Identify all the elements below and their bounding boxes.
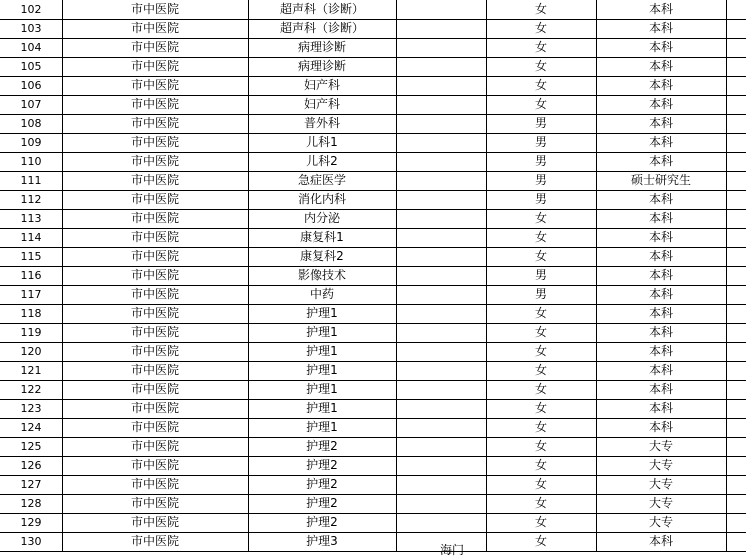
table-row — [0, 399, 746, 418]
table-row — [0, 532, 746, 551]
table-row — [0, 133, 746, 152]
department-cell[interactable]: 护理1 — [306, 306, 338, 320]
education-cell[interactable]: 本科 — [648, 40, 673, 54]
hospital-cell[interactable]: 市中医院 — [130, 363, 179, 377]
gender-cell[interactable]: 女 — [534, 249, 547, 263]
row-number-cell[interactable]: 110 — [20, 155, 42, 168]
hospital-cell[interactable]: 市中医院 — [130, 344, 179, 358]
education-cell[interactable]: 本科 — [648, 382, 673, 396]
column-border — [486, 0, 487, 552]
education-cell[interactable]: 本科 — [648, 135, 673, 149]
column-border — [248, 0, 249, 552]
department-cell[interactable]: 护理1 — [306, 325, 338, 339]
hospital-cell[interactable]: 市中医院 — [130, 458, 179, 472]
table-row — [0, 19, 746, 38]
department-cell[interactable]: 康复科1 — [300, 230, 344, 244]
row-number-cell[interactable]: 121 — [20, 364, 42, 377]
hospital-cell[interactable]: 市中医院 — [130, 192, 179, 206]
department-cell[interactable]: 病理诊断 — [297, 40, 346, 54]
row-number-cell[interactable]: 117 — [20, 288, 42, 301]
hospital-cell[interactable]: 市中医院 — [130, 287, 179, 301]
table-row — [0, 456, 746, 475]
hospital-cell[interactable]: 市中医院 — [130, 249, 179, 263]
row-number-cell[interactable]: 130 — [20, 535, 42, 548]
department-cell[interactable]: 病理诊断 — [297, 59, 346, 73]
education-cell[interactable]: 大专 — [648, 477, 673, 491]
department-cell[interactable]: 护理2 — [306, 496, 338, 510]
row-number-cell[interactable]: 128 — [20, 497, 42, 510]
table-row — [0, 342, 746, 361]
table-row — [0, 171, 746, 190]
row-border — [0, 152, 746, 153]
table-row — [0, 95, 746, 114]
row-number-cell[interactable]: 105 — [20, 60, 42, 73]
hospital-cell[interactable]: 市中医院 — [130, 173, 179, 187]
gender-cell[interactable]: 女 — [534, 211, 547, 225]
education-cell[interactable]: 大专 — [648, 458, 673, 472]
row-number-cell[interactable]: 113 — [20, 212, 42, 225]
row-border — [0, 38, 746, 39]
table-row — [0, 38, 746, 57]
row-number-cell[interactable]: 111 — [20, 174, 42, 187]
table-row — [0, 0, 746, 19]
row-number-cell[interactable]: 112 — [20, 193, 42, 206]
table-row — [0, 437, 746, 456]
row-border — [0, 380, 746, 381]
row-number-cell[interactable]: 124 — [20, 421, 42, 434]
gender-cell[interactable]: 男 — [534, 287, 547, 301]
row-border — [0, 418, 746, 419]
hospital-cell[interactable]: 市中医院 — [130, 325, 179, 339]
gender-cell[interactable]: 女 — [534, 59, 547, 73]
row-border — [0, 323, 746, 324]
gender-cell[interactable]: 女 — [534, 534, 547, 548]
hospital-cell[interactable]: 市中医院 — [130, 382, 179, 396]
row-border — [0, 532, 746, 533]
gender-cell[interactable]: 女 — [534, 439, 547, 453]
table-row — [0, 475, 746, 494]
row-border — [0, 513, 746, 514]
table-row — [0, 285, 746, 304]
department-cell[interactable]: 急症医学 — [297, 173, 346, 187]
department-cell[interactable]: 妇产科 — [303, 78, 340, 92]
hospital-cell[interactable]: 市中医院 — [130, 439, 179, 453]
row-number-cell[interactable]: 122 — [20, 383, 42, 396]
education-cell[interactable]: 本科 — [648, 154, 673, 168]
hospital-cell[interactable]: 市中医院 — [130, 135, 179, 149]
education-cell[interactable]: 本科 — [648, 211, 673, 225]
row-border — [0, 551, 746, 552]
education-cell[interactable]: 本科 — [648, 230, 673, 244]
department-cell[interactable]: 护理1 — [306, 382, 338, 396]
table-row — [0, 494, 746, 513]
gender-cell[interactable]: 女 — [534, 78, 547, 92]
table-row — [0, 323, 746, 342]
department-cell[interactable]: 儿科1 — [306, 135, 338, 149]
gender-cell[interactable]: 女 — [534, 2, 547, 16]
gender-cell[interactable]: 女 — [534, 382, 547, 396]
table-row — [0, 380, 746, 399]
hospital-cell[interactable]: 市中医院 — [130, 211, 179, 225]
department-cell[interactable]: 普外科 — [303, 116, 340, 130]
row-border — [0, 95, 746, 96]
gender-cell[interactable]: 女 — [534, 306, 547, 320]
department-cell[interactable]: 妇产科 — [303, 97, 340, 111]
department-cell[interactable]: 护理2 — [306, 439, 338, 453]
department-cell[interactable]: 护理1 — [306, 363, 338, 377]
department-cell[interactable]: 康复科2 — [300, 249, 344, 263]
row-number-cell[interactable]: 126 — [20, 459, 42, 472]
hospital-cell[interactable]: 市中医院 — [130, 534, 179, 548]
department-cell[interactable]: 护理1 — [306, 344, 338, 358]
education-cell[interactable]: 大专 — [648, 496, 673, 510]
hospital-cell[interactable]: 市中医院 — [130, 515, 179, 529]
department-cell[interactable]: 消化内科 — [297, 192, 346, 206]
row-number-cell[interactable]: 109 — [20, 136, 42, 149]
row-number-cell[interactable]: 120 — [20, 345, 42, 358]
education-cell[interactable]: 本科 — [648, 344, 673, 358]
hospital-cell[interactable]: 市中医院 — [130, 477, 179, 491]
row-number-cell[interactable]: 125 — [20, 440, 42, 453]
education-cell[interactable]: 大专 — [648, 439, 673, 453]
gender-cell[interactable]: 女 — [534, 344, 547, 358]
department-cell[interactable]: 护理2 — [306, 515, 338, 529]
gender-cell[interactable]: 女 — [534, 230, 547, 244]
column-border — [62, 0, 63, 552]
education-cell[interactable]: 本科 — [648, 363, 673, 377]
gender-cell[interactable]: 女 — [534, 21, 547, 35]
education-cell[interactable]: 大专 — [648, 515, 673, 529]
gender-cell[interactable]: 女 — [534, 496, 547, 510]
table-row — [0, 228, 746, 247]
gender-cell[interactable]: 女 — [534, 40, 547, 54]
gender-cell[interactable]: 女 — [534, 458, 547, 472]
hospital-cell[interactable]: 市中医院 — [130, 401, 179, 415]
gender-cell[interactable]: 女 — [534, 97, 547, 111]
hospital-cell[interactable]: 市中医院 — [130, 154, 179, 168]
hospital-cell[interactable]: 市中医院 — [130, 40, 179, 54]
row-number-cell[interactable]: 103 — [20, 22, 42, 35]
hospital-cell[interactable]: 市中医院 — [130, 97, 179, 111]
row-number-cell[interactable]: 106 — [20, 79, 42, 92]
table-row — [0, 247, 746, 266]
department-cell[interactable]: 影像技术 — [297, 268, 346, 282]
table-row — [0, 190, 746, 209]
row-number-cell[interactable]: 118 — [20, 307, 42, 320]
department-cell[interactable]: 超声科（诊断） — [279, 21, 364, 35]
education-cell[interactable]: 本科 — [648, 287, 673, 301]
table-row — [0, 266, 746, 285]
table-row — [0, 76, 746, 95]
education-cell[interactable]: 硕士研究生 — [630, 173, 691, 187]
row-number-cell[interactable]: 129 — [20, 516, 42, 529]
row-number-cell[interactable]: 116 — [20, 269, 42, 282]
hospital-cell[interactable]: 市中医院 — [130, 420, 179, 434]
row-number-cell[interactable]: 119 — [20, 326, 42, 339]
row-number-cell[interactable]: 104 — [20, 41, 42, 54]
row-border — [0, 209, 746, 210]
table-row — [0, 57, 746, 76]
row-border — [0, 399, 746, 400]
row-number-cell[interactable]: 115 — [20, 250, 42, 263]
department-cell[interactable]: 护理2 — [306, 458, 338, 472]
gender-cell[interactable]: 男 — [534, 116, 547, 130]
row-number-cell[interactable]: 102 — [20, 3, 42, 16]
gender-cell[interactable]: 男 — [534, 154, 547, 168]
hospital-cell[interactable]: 市中医院 — [130, 2, 179, 16]
department-cell[interactable]: 护理3 — [306, 534, 338, 548]
gender-cell[interactable]: 女 — [534, 325, 547, 339]
gender-cell[interactable]: 女 — [534, 401, 547, 415]
row-number-cell[interactable]: 123 — [20, 402, 42, 415]
table-row — [0, 114, 746, 133]
hospital-cell[interactable]: 市中医院 — [130, 230, 179, 244]
gender-cell[interactable]: 女 — [534, 515, 547, 529]
education-cell[interactable]: 本科 — [648, 78, 673, 92]
education-cell[interactable]: 本科 — [648, 116, 673, 130]
row-border — [0, 304, 746, 305]
row-border — [0, 133, 746, 134]
row-border — [0, 57, 746, 58]
row-number-cell[interactable]: 107 — [20, 98, 42, 111]
row-border — [0, 342, 746, 343]
gender-cell[interactable]: 男 — [534, 268, 547, 282]
hospital-cell[interactable]: 市中医院 — [130, 78, 179, 92]
gender-cell[interactable]: 女 — [534, 477, 547, 491]
table-row — [0, 361, 746, 380]
education-cell[interactable]: 本科 — [648, 97, 673, 111]
column-border — [596, 0, 597, 552]
row-border — [0, 19, 746, 20]
row-number-cell[interactable]: 108 — [20, 117, 42, 130]
table-row — [0, 513, 746, 532]
table-row — [0, 209, 746, 228]
hospital-cell[interactable]: 市中医院 — [130, 59, 179, 73]
table-row — [0, 304, 746, 323]
education-cell[interactable]: 本科 — [648, 268, 673, 282]
row-border — [0, 494, 746, 495]
hospital-cell[interactable]: 市中医院 — [130, 116, 179, 130]
gender-cell[interactable]: 男 — [534, 135, 547, 149]
row-border — [0, 285, 746, 286]
education-cell[interactable]: 本科 — [648, 192, 673, 206]
education-cell[interactable]: 本科 — [648, 2, 673, 16]
education-cell[interactable]: 本科 — [648, 306, 673, 320]
hospital-cell[interactable]: 市中医院 — [130, 306, 179, 320]
overflow-cell-text: 海门 — [440, 543, 465, 557]
row-border — [0, 190, 746, 191]
row-number-cell[interactable]: 127 — [20, 478, 42, 491]
education-cell[interactable]: 本科 — [648, 325, 673, 339]
department-cell[interactable]: 内分泌 — [303, 211, 340, 225]
row-border — [0, 247, 746, 248]
gender-cell[interactable]: 女 — [534, 420, 547, 434]
row-border — [0, 76, 746, 77]
department-cell[interactable]: 超声科（诊断） — [279, 2, 364, 16]
hospital-cell[interactable]: 市中医院 — [130, 21, 179, 35]
department-cell[interactable]: 护理2 — [306, 477, 338, 491]
department-cell[interactable]: 中药 — [309, 287, 334, 301]
row-border — [0, 228, 746, 229]
row-border — [0, 456, 746, 457]
department-cell[interactable]: 护理1 — [306, 420, 338, 434]
gender-cell[interactable]: 女 — [534, 363, 547, 377]
education-cell[interactable]: 本科 — [648, 420, 673, 434]
table-row — [0, 152, 746, 171]
table-row — [0, 418, 746, 437]
row-border — [0, 361, 746, 362]
hospital-cell[interactable]: 市中医院 — [130, 268, 179, 282]
education-cell[interactable]: 本科 — [648, 249, 673, 263]
department-cell[interactable]: 护理1 — [306, 401, 338, 415]
row-number-cell[interactable]: 114 — [20, 231, 42, 244]
hospital-cell[interactable]: 市中医院 — [130, 496, 179, 510]
row-border — [0, 171, 746, 172]
column-border — [396, 0, 397, 552]
gender-cell[interactable]: 男 — [534, 192, 547, 206]
education-cell[interactable]: 本科 — [648, 59, 673, 73]
education-cell[interactable]: 本科 — [648, 534, 673, 548]
column-border — [726, 0, 727, 552]
row-border — [0, 114, 746, 115]
gender-cell[interactable]: 男 — [534, 173, 547, 187]
education-cell[interactable]: 本科 — [648, 21, 673, 35]
row-border — [0, 475, 746, 476]
department-cell[interactable]: 儿科2 — [306, 154, 338, 168]
row-border — [0, 266, 746, 267]
education-cell[interactable]: 本科 — [648, 401, 673, 415]
row-border — [0, 437, 746, 438]
